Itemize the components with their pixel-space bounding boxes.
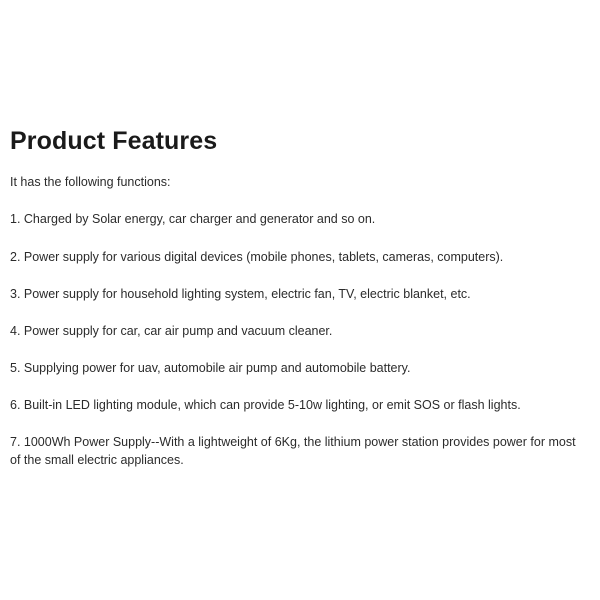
list-item: 6. Built-in LED lighting module, which can provide 5-10w lighting, or emit SOS or flash lights. [10, 398, 521, 412]
list-item: 5. Supplying power for uav, automobile air pump and automobile battery. [10, 360, 411, 375]
feature-list [10, 210, 582, 469]
intro-paragraph: It has the following functions: [10, 174, 171, 189]
list-item: 7. 1000Wh Power Supply--With a lightweight of 6Kg, the lithium power station provides power for most of the small electric appliances. [10, 435, 576, 468]
list-item: 3. Power supply for household lighting system, electric fan, TV, electric blanket, etc. [10, 286, 471, 301]
list-item: 1. Charged by Solar energy, car charger and generator and so on. [10, 212, 376, 227]
page-title: Product Features [10, 127, 218, 155]
list-item: 2. Power supply for various digital devices (mobile phones, tablets, cameras, computers). [10, 249, 504, 264]
list-item: 4. Power supply for car, car air pump and vacuum cleaner. [10, 323, 333, 338]
